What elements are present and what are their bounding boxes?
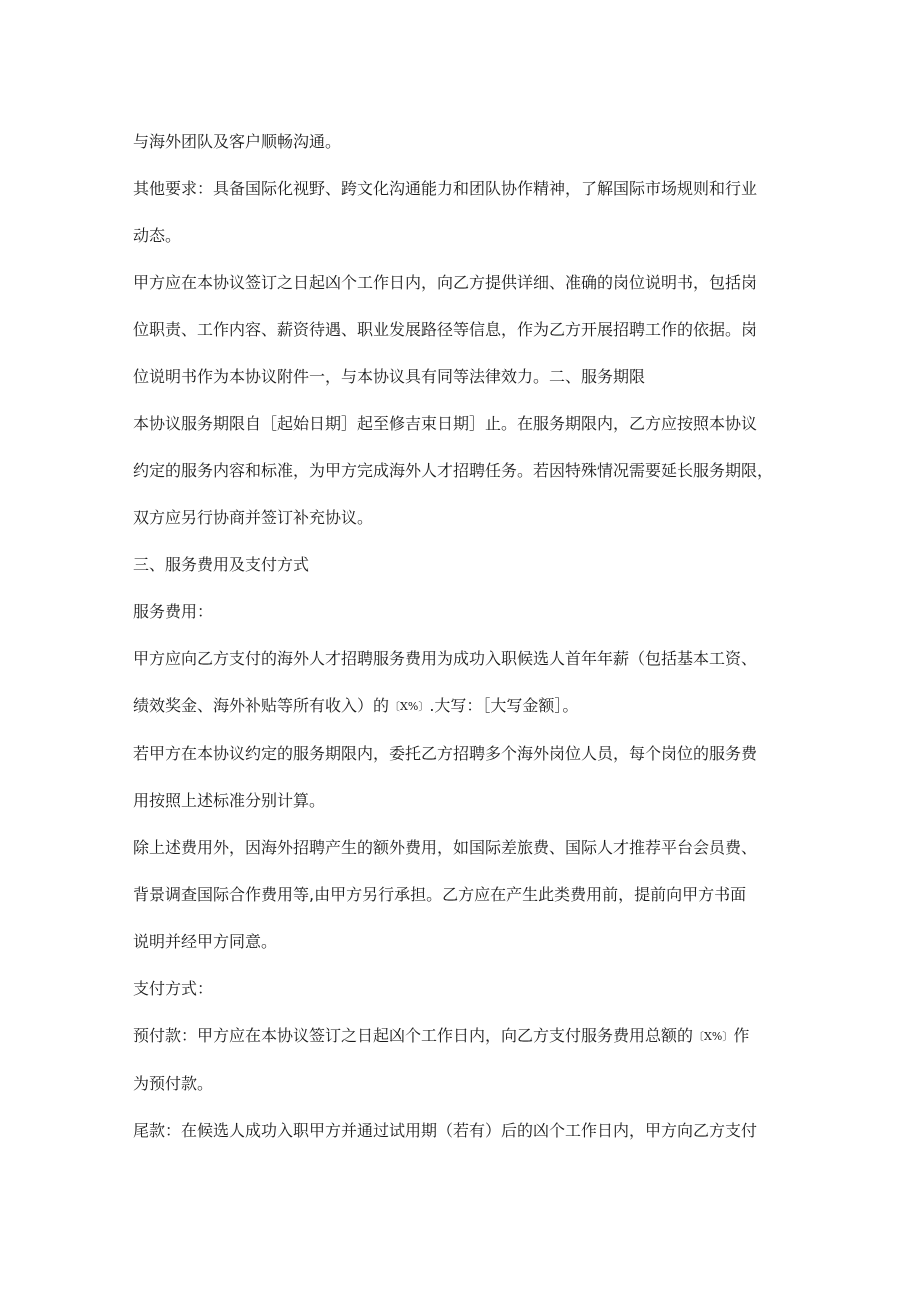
subheading: 支付方式： xyxy=(133,979,214,998)
text-line xyxy=(133,682,797,730)
text-line: 背景调查国际合作费用等,由甲方另行承担。乙方应在产生此类费用前，提前向甲方书面 xyxy=(133,885,747,904)
section-heading: 三、服务费用及支付方式 xyxy=(133,555,310,574)
text-line: 动态。 xyxy=(133,226,182,245)
text-line: 用按照上述标准分别计算。 xyxy=(133,791,326,810)
text-line: 约定的服务内容和标准，为甲方完成海外人才招聘任务。若因特殊情况需要延长服务期限， xyxy=(133,461,774,480)
text-line: 甲方应向乙方支付的海外人才招聘服务费用为成功入职候选人首年年薪（包括基本工资、 xyxy=(133,649,758,668)
text-line xyxy=(133,1012,797,1060)
percentage-placeholder: 〔X%〕 xyxy=(693,1030,734,1043)
subheading: 服务费用： xyxy=(133,602,214,621)
text-line: 位职责、工作内容、薪资待遇、职业发展路径等信息，作为乙方开展招聘工作的依据。岗 xyxy=(133,320,758,339)
text-line: 甲方应在本协议签订之日起凶个工作日内，向乙方提供详细、准确的岗位说明书，包括岗 xyxy=(133,273,758,292)
text-line: 若甲方在本协议约定的服务期限内，委托乙方招聘多个海外岗位人员，每个岗位的服务费 xyxy=(133,744,758,763)
text-line: 为预付款。 xyxy=(133,1074,214,1093)
text-line: 与海外团队及客户顺畅沟通。 xyxy=(133,132,342,151)
text-fragment: .大写：［大写金额］。 xyxy=(429,696,579,715)
text-fragment: 作 xyxy=(733,1026,750,1045)
text-line: 位说明书作为本协议附件一，与本协议具有同等法律效力。二、服务期限 xyxy=(133,367,646,386)
text-line: 说明并经甲方同意。 xyxy=(133,932,278,951)
text-line: 除上述费用外，因海外招聘产生的额外费用，如国际差旅费、国际人才推荐平台会员费、 xyxy=(133,838,758,857)
text-line: 其他要求：具备国际化视野、跨文化沟通能力和团队协作精神，了解国际市场规则和行业 xyxy=(133,179,758,198)
text-line: 双方应另行协商并签订补充协议。 xyxy=(133,508,374,527)
percentage-placeholder: 〔X%〕 xyxy=(389,700,430,713)
text-fragment: 绩效奖金、海外补贴等所有收入）的 xyxy=(133,696,390,715)
document-body xyxy=(133,118,797,1154)
text-line: 本协议服务期限自［起始日期］起至修吉束日期］止。在服务期限内，乙方应按照本协议 xyxy=(133,414,758,433)
text-line: 尾款：在候选人成功入职甲方并通过试用期（若有）后的凶个工作日内，甲方向乙方支付 xyxy=(133,1121,758,1140)
text-fragment: 预付款：甲方应在本协议签订之日起凶个工作日内，向乙方支付服务费用总额的 xyxy=(133,1026,694,1045)
